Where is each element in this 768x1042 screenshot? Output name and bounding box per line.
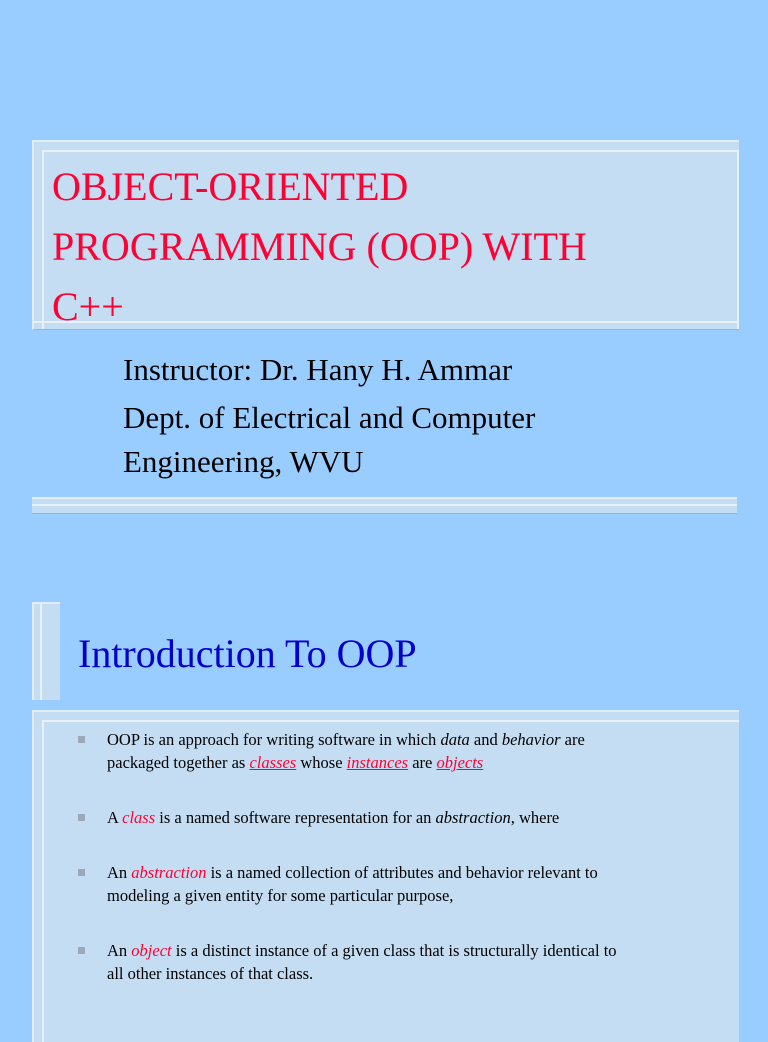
title-line-3: C++: [52, 284, 124, 329]
heading-side-tab: [32, 602, 60, 700]
dept-line-1: Dept. of Electrical and Computer: [123, 400, 536, 435]
slide-divider: [32, 497, 737, 514]
department-text: [123, 396, 535, 484]
bullet-text: A class is a named software representation for an abstraction, where: [107, 808, 560, 827]
instances-link[interactable]: instances: [346, 753, 409, 772]
panel-line: [42, 720, 44, 1042]
panel-line: [42, 720, 739, 722]
bullet-square-icon: [78, 736, 85, 743]
classes-link[interactable]: classes: [249, 753, 297, 772]
panel-line: [737, 150, 739, 329]
bullet-text: OOP is an approach for writing software in which data and behavior are packaged together as classes whose instances are objects: [107, 730, 585, 772]
bullet-text: An object is a distinct instance of a given class that is structurally identical to all other instances of that class.: [107, 941, 617, 983]
panel-line: [42, 150, 739, 152]
bullet-square-icon: [78, 947, 85, 954]
bullet-square-icon: [78, 814, 85, 821]
dept-line-2: Engineering, WVU: [123, 444, 364, 479]
bullet-text: An abstraction is a named collection of attributes and behavior relevant to modeling a given entity for some particular purpose,: [107, 863, 598, 905]
divider-line: [32, 504, 737, 506]
section-heading: Introduction To OOP: [78, 631, 417, 676]
bullet-square-icon: [78, 869, 85, 876]
panel-line: [42, 150, 44, 329]
objects-link[interactable]: objects: [436, 753, 484, 772]
tab-line: [40, 604, 42, 700]
slide-title: [52, 157, 722, 337]
title-line-2: PROGRAMMING (OOP) WITH: [52, 224, 587, 269]
instructor-text: Instructor: Dr. Hany H. Ammar: [123, 352, 513, 387]
title-line-1: OBJECT-ORIENTED: [52, 164, 409, 209]
